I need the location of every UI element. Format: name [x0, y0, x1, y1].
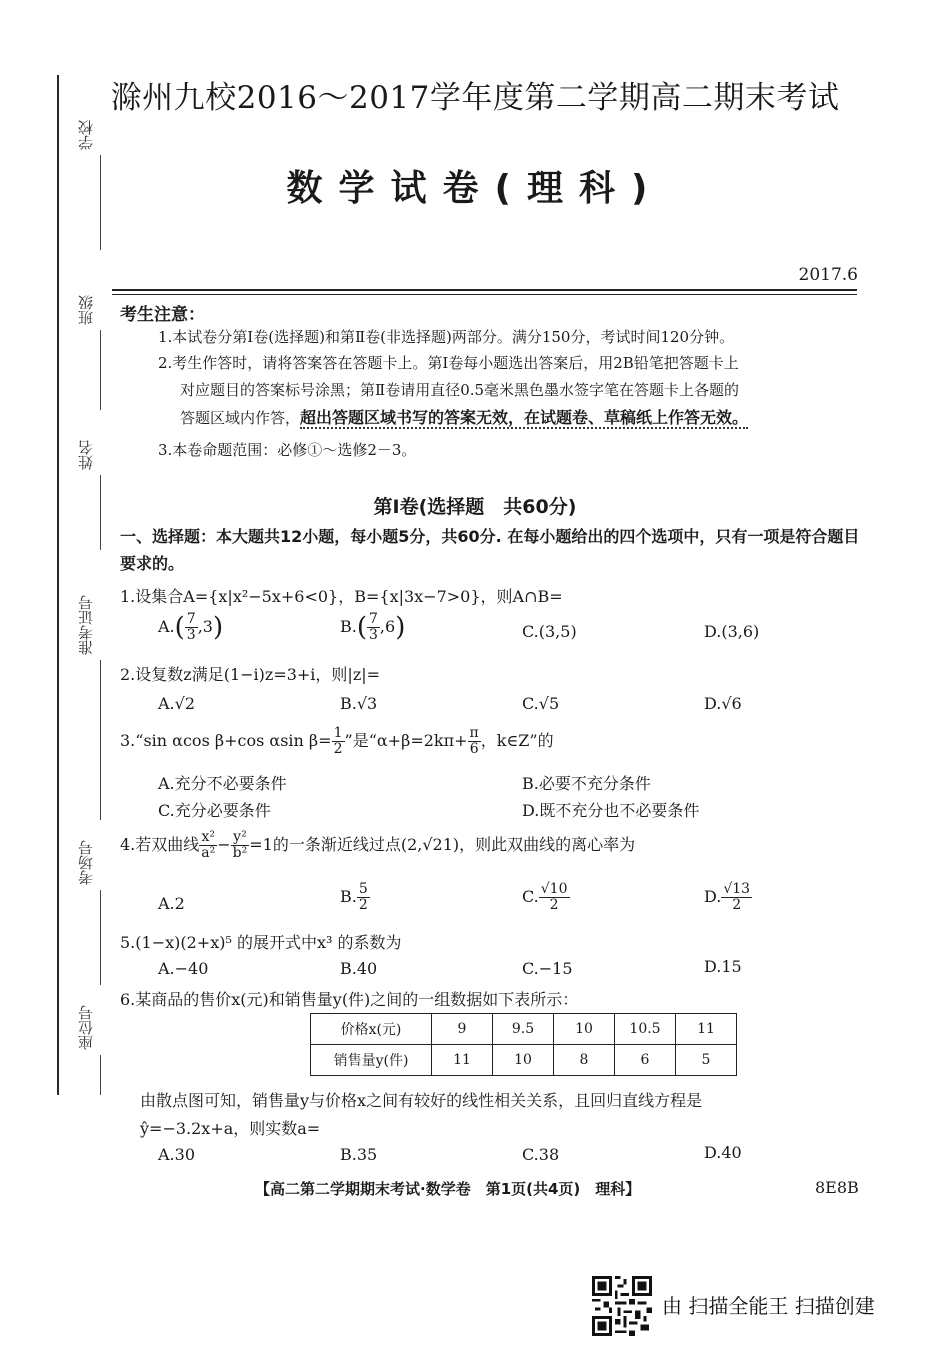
- field-line-room: [100, 890, 101, 985]
- question-3-option-d: D.既不充分也不必要条件: [522, 801, 700, 820]
- table-cell: 10: [493, 1045, 554, 1076]
- question-6-follow-1: 由散点图可知，销售量y与价格x之间有较好的线性相关关系，且回归直线方程是: [140, 1091, 703, 1110]
- field-label-name: 姓名: [77, 440, 95, 470]
- notice-item-2-line-2: 对应题目的答案标号涂黑；第Ⅱ卷请用直径0.5毫米黑色墨水签字笔在答题卡上各题的: [180, 381, 740, 399]
- question-5-option-a: A.−40: [158, 959, 209, 978]
- table-cell: 8: [554, 1045, 615, 1076]
- field-label-exam-id: 准考证号: [77, 595, 95, 655]
- table-row-label: 销售量y(件): [311, 1045, 432, 1076]
- stem-part: =1的一条渐近线过点(2,√21)，则此双曲线的离心率为: [249, 835, 636, 854]
- question-4-option-a: A.2: [158, 894, 185, 913]
- table-row-label: 价格x(元): [311, 1014, 432, 1045]
- question-6-option-a: A.30: [158, 1145, 195, 1164]
- exam-date: 2017.6: [798, 265, 858, 285]
- question-2-option-c: C.√5: [522, 694, 560, 713]
- section-instruction: 一、选择题：本大题共12小题，每小题5分，共60分. 在每小题给出的四个选项中，只有一项是符合题目要求的。: [120, 527, 860, 573]
- question-1-option-b: B.( $\frac{7}{3}$ ,6): [340, 611, 406, 643]
- question-3-option-b: B.必要不充分条件: [522, 774, 651, 793]
- qr-code-icon: [592, 1276, 652, 1336]
- notice-item-2-emphasis: 超出答题区域书写的答案无效，在试题卷、草稿纸上作答无效。: [300, 408, 749, 427]
- paper-code: 8E8B: [815, 1178, 859, 1197]
- field-line-class: [100, 330, 101, 410]
- question-1-option-d: D.(3,6): [704, 622, 760, 641]
- table-cell: 5: [676, 1045, 737, 1076]
- option-label: B.: [340, 887, 357, 906]
- fraction: $\frac{\text{x²}}{\text{a²}}$: [201, 829, 216, 861]
- question-4-option-b: [340, 882, 370, 913]
- question-2-option-d: D.√6: [704, 694, 742, 713]
- table-row: [311, 1045, 737, 1076]
- notice-item-2-plain: 答题区域内作答，: [180, 409, 301, 427]
- field-label-seat: 座位号: [77, 1005, 95, 1050]
- stem-part: 4.若双曲线: [120, 835, 200, 854]
- notice-heading: 考生注意：: [120, 305, 205, 325]
- header-rule-thin: [112, 294, 857, 295]
- exam-title: 滁州九校2016～2017学年度第二学期高二期末考试: [110, 80, 840, 116]
- question-5-stem: 5.(1−x)(2+x)⁵ 的展开式中x³ 的系数为: [120, 933, 402, 952]
- option-rest: ,6: [379, 617, 396, 636]
- question-2-option-a: A.√2: [158, 694, 196, 713]
- notice-item-3: 3.本卷命题范围：必修①～选修2－3。: [158, 441, 417, 459]
- fraction: $\frac{7}{3}$: [186, 611, 196, 643]
- fraction: $\frac{\text{y²}}{\text{b²}}$: [232, 829, 248, 861]
- stem-part: 3.“sin αcos β+cos αsin β=: [120, 731, 332, 750]
- fraction: $\frac{5}{2}$: [358, 881, 368, 913]
- question-5-option-b: B.40: [340, 959, 378, 978]
- option-rest: ,3: [197, 617, 213, 636]
- question-3-stem: [120, 726, 554, 757]
- notice-item-2-line-3: [180, 404, 880, 432]
- table-cell: 10.5: [615, 1014, 676, 1045]
- field-line-exam-id: [100, 660, 101, 820]
- question-1-stem: 1.设集合A={x|x²−5x+6<0}，B={x|3x−7>0}，则A∩B=: [120, 587, 563, 606]
- binding-line: [57, 75, 59, 1095]
- question-1-option-c: C.(3,5): [522, 622, 577, 641]
- fraction: $\frac{√13}{2}$: [723, 881, 751, 913]
- fraction: $\frac{\pi}{6}$: [469, 725, 479, 757]
- question-6-follow-2: ŷ=−3.2x+a，则实数a=: [140, 1119, 321, 1138]
- stem-part: ”是“α+β=2kπ+: [344, 731, 468, 750]
- field-label-class: 班级: [77, 295, 95, 325]
- table-row: [311, 1014, 737, 1045]
- table-cell: 11: [432, 1045, 493, 1076]
- stem-part: ，k∈Z”的: [480, 731, 554, 750]
- question-6-option-d: D.40: [704, 1143, 742, 1162]
- fraction: $\frac{√10}{2}$: [540, 881, 568, 913]
- question-4-option-c: [522, 882, 570, 913]
- question-4-option-d: [704, 882, 752, 913]
- question-2-option-b: B.√3: [340, 694, 378, 713]
- price-sales-table: [310, 1013, 737, 1076]
- option-label: C.: [522, 887, 539, 906]
- question-3-option-c: C.充分必要条件: [158, 801, 271, 820]
- field-label-room: 考场号: [77, 840, 95, 885]
- table-cell: 6: [615, 1045, 676, 1076]
- table-cell: 11: [676, 1014, 737, 1045]
- option-label: A.: [158, 617, 175, 636]
- question-4-stem: [120, 830, 635, 861]
- question-2-stem: 2.设复数z满足(1−i)z=3+i，则|z|=: [120, 665, 381, 684]
- page-footer: 【高二第二学期期末考试·数学卷 第1页(共4页) 理科】: [255, 1180, 641, 1198]
- option-label: D.: [704, 887, 722, 906]
- notice-item-2-line-1: 2.考生作答时，请将答案答在答题卡上。第Ⅰ卷每小题选出答案后，用2B铅笔把答题卡上: [158, 354, 739, 372]
- question-3-option-a: A.充分不必要条件: [158, 774, 287, 793]
- question-6-stem: 6.某商品的售价x(元)和销售量y(件)之间的一组数据如下表所示：: [120, 990, 579, 1009]
- field-label-school: 学校: [77, 120, 95, 150]
- fraction: $\frac{1}{2}$: [333, 725, 343, 757]
- question-6-option-b: B.35: [340, 1145, 378, 1164]
- fraction: $\frac{7}{3}$: [369, 611, 378, 643]
- paper-subtitle: 数学试卷(理科): [286, 168, 664, 209]
- option-label: B.: [340, 617, 357, 636]
- notice-item-1: 1.本试卷分第Ⅰ卷(选择题)和第Ⅱ卷(非选择题)两部分。满分150分，考试时间120分钟。: [158, 328, 735, 346]
- question-1-option-a: A.( $\frac{7}{3}$ ,3): [158, 611, 224, 643]
- section-heading: 第Ⅰ卷(选择题 共60分): [373, 496, 577, 518]
- scanner-watermark: 由 扫描全能王 扫描创建: [662, 1294, 875, 1318]
- question-5-option-d: D.15: [704, 957, 742, 976]
- table-cell: 10: [554, 1014, 615, 1045]
- table-cell: 9: [432, 1014, 493, 1045]
- question-5-option-c: C.−15: [522, 959, 573, 978]
- table-cell: 9.5: [493, 1014, 554, 1045]
- stem-part: −: [217, 835, 231, 854]
- field-line-seat: [100, 1055, 101, 1095]
- header-rule: [112, 289, 857, 291]
- question-6-option-c: C.38: [522, 1145, 560, 1164]
